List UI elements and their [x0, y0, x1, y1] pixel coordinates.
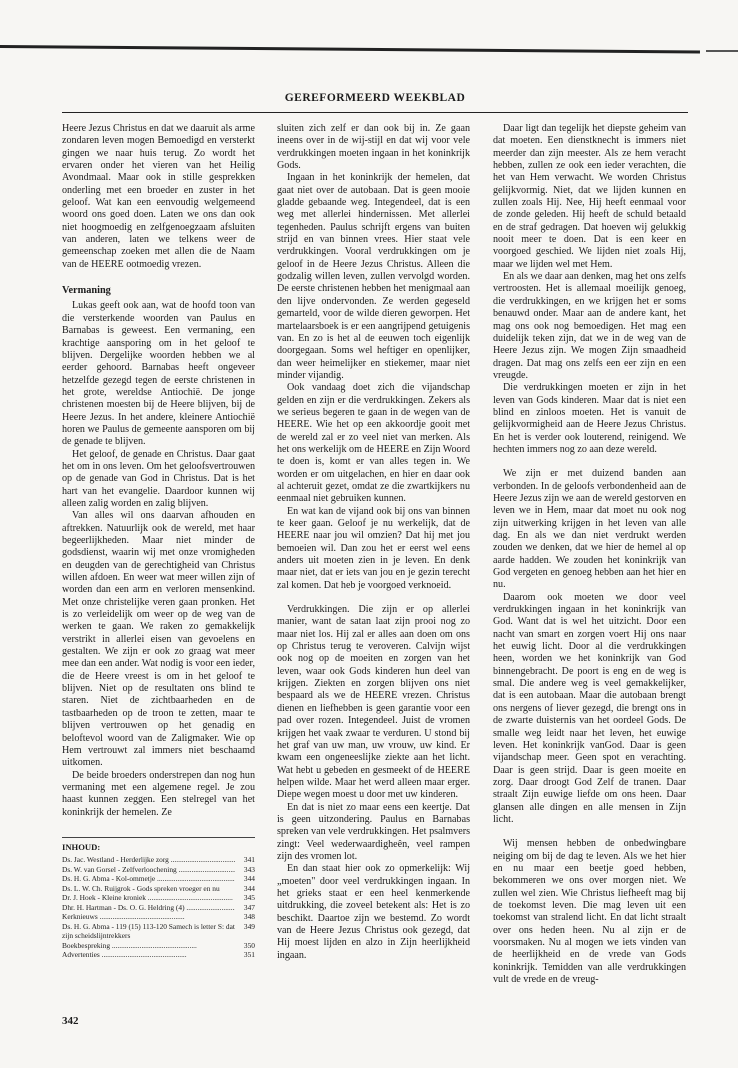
paragraph: Het geloof, de genade en Christus. Daar gaat het om in ons leven. Om het geloofsvertrouwen op de genade van God in Christus. Dat is het hart van het evangelie. Daardoor kunnen wij alleen zalig worden en zalig blijven.: [62, 448, 255, 509]
paragraph: Daarom ook moeten we door veel verdrukkingen ingaan in het koninkrijk van God. Want dat is wel het uitzicht. Door een nacht van smart en zorgen voert Hij ons naar het euwig licht. Door al die verdrukkingen heen, worden we het koninkrijk van God binnengebracht. De poort is eng en de weg is smal. Die andere weg is veel gemakkelijker, dat is een autobaan. Maar die autobaan brengt ons nergens of liever gezegd, die brengt ons in de zwarte duisternis van het oordeel Gods. De smalle weg leidt naar het leven, het euwige leven. Het koninkrijk vanGod. Daar is geen vijandschap meer. Geen spot en verachting. Daar is geen strijd. Daar is geen moeite en zorg. Daar droogt God Zelf de tranen. Daar straalt Zijn euwige liefde om ons heen. Daar glansen alle dingen en alle mensen in Zijn licht.: [493, 591, 686, 825]
toc-title: INHOUD:: [62, 842, 101, 852]
toc-entry[interactable]: Boekbespreking ..... 350: [62, 941, 255, 951]
toc-entry[interactable]: Ds. Jac. Westland - Herderlijke zorg ..... 341: [62, 855, 255, 865]
paragraph: Van alles wil ons daarvan afhouden en aftrekken. Natuurlijk ook de wereld, met haar begeerlijkheden. Maar niet minder de godsdienst, waarin wij met onze vromigheden en deugden van de gerechtigheid van Christus willen afdoen. En weer wat meer willen zijn of worden dan een arm en verloren mensenkind. Met onze christelijke veren gaan pronken. Het is zo verleidelijk om weer op de weg van de werken te gaan. We raken zo gemakkelijk verstrikt in allerlei eisen van gevoelens en gestalten. We zijn er ook zo graag wat meer mee dan een ander. Wat nodig is voor een ieder, die de Heere vreest is om in het geloof te blijven. Niet op de resultaten ons blind te staren. Niet de zichtbaarheden en de tastbaarheden op de troon te zetten, maar te blijven vertrouwen op het genadig en beloftevol woord van de Zaligmaker. Wie op Hem vertrouwt zal immers niet beschaamd uitkomen.: [62, 510, 255, 769]
paragraph: Wij mensen hebben de onbedwingbare neiging om bij de dag te leven. Als we het hier en nu maar een beetje goed hebben, bekommeren we ons over morgen niet. We zullen wel zien. Wie Christus liefheeft mag bij de toekomst leven. Die mag leven uit een toekomst van stralend licht. En dat licht straalt over ons heden heen. Nu al zijn er de voorsmaken. Nu al mogen we iets vinden van de heerlijkheid en de vrede van Gods koninkrijk. Temidden van alle verdrukkingen vult de vrede en de vreug-: [493, 838, 686, 986]
toc-entry[interactable]: Kerknieuws ..... 348: [62, 912, 255, 922]
toc-entry[interactable]: Advertenties ..... 351: [62, 950, 255, 960]
column-3: [493, 123, 686, 986]
top-rule-fragment: [706, 50, 738, 52]
column-1: [62, 123, 255, 819]
toc-entry[interactable]: Ds. W. van Gorsel - Zelfverloochening ..... 343: [62, 865, 255, 875]
paragraph: Die verdrukkingen moeten er zijn in het leven van Gods kinderen. Maar dat is niet een blind en zinloos moeten. Het is vanuit de gelijkvormigheid aan de Heere Jezus Christus. En het is verder ook louterend, reinigend. We hechten immers nog zo aan deze wereld.: [493, 382, 686, 455]
paragraph: Heere Jezus Christus en dat we daaruit als arme zondaren leven mogen Bemoedigd en versterkt gingen we naar huis terug. Zo wordt het ervaren onder het vieren van het Heilig Avondmaal. Maar ook in stille gesprekken onderling met een broeder en zuster in het geloof. Wat kan een eenvoudig welgemeend woord ons goed doen. Laten we ons dan ook niet hoogmoedig en zelfgenoegzaam afsluiten van anderen, laten we telkens weer de gemeenschap zoeken met allen die de Naam van de HEERE ootmoedig vrezen.: [62, 123, 255, 270]
paragraph: Daar ligt dan tegelijk het diepste geheim van dat moeten. Een dienstknecht is immers niet meerder dan zijn meester. Als ze hem veracht hebben, zullen ze ook een ieder verachten, die het van Hem verwacht. We worden Christus gelijkvormig. Niet, dat we lijden kunnen en zullen zoals Hij. Nee, Hij heeft eenmaal voor de zonde geleden. Hij heeft de schuld betaald en de straf gedragen. Dat hoeven wij gelukkig nooit meer te doen. Dat is een keer en voorgoed geschied. We lijden niet zoals Hij, maar we lijden wel met Hem.: [493, 123, 686, 270]
paragraph: En wat kan de vijand ook bij ons van binnen te keer gaan. Geloof je nu werkelijk, dat de HEERE naar jou wil omzien? Dat hij met jou bemoeien wil. Dan zou het er eerst wel eens anders uit moeten zien in je leven. En denk maar niet, dat er iets van jou en je gezin terecht zal komen. Dat heb je voorgoed verknoeid.: [277, 505, 470, 591]
toc-entry[interactable]: Ds. L. W. Ch. Ruijgrok - Gods spreken vroeger en nu 344: [62, 883, 255, 893]
paragraph: We zijn er met duizend banden aan verbonden. In de geloofs verbondenheid aan de Heere Jezus zijn we aan de wereld gestorven en leven we in Hem, maar dat moet nu ook nog zijn uitwerking krijgen in het leven van alle dag. En als we dan niet verdrukt werden zouden we denken, dat we hier de hemel al op aarde hadden. We zouden het koninkrijk van God vergeten en genoeg hebben aan het hier en nu.: [493, 468, 686, 591]
paragraph: Lukas geeft ook aan, wat de hoofd toon van die versterkende woorden van Paulus en Barnabas is geweest. Een vermaning, een krachtige aansporing om in het geloof te blijven. Dergelijke woorden hebben we al eerder gehoord. Barnabas heeft ongeveer hetzelfde gezegd tegen de eerste christenen in het grote, wereldse Antiochië. De jonge christenen moesten bij de Heere blijven, bij de Heere Jezus. In het andere, kleinere Antiochië horen we Paulus de gemeente aansporen om bij de genade te blijven.: [62, 300, 255, 448]
page-number: 342: [62, 1015, 79, 1027]
toc-entry[interactable]: Ds. H. G. Abma - Kol-ommetje ..... 344: [62, 874, 255, 884]
top-rule: [0, 45, 700, 53]
paragraph: En dan staat hier ook zo opmerkelijk: Wij „moeten" door veel verdrukkingen ingaan. In het grieks staat er een heel kenmerkende uitdrukking, die zoveel betekent als: Het is zo beschikt. Daartoe zijn we bestemd. Zo wordt van de Heere Jezus Christus ook gezegd, dat Hij moest lijden en alzo in Zijn heerlijkheid ingaan.: [277, 863, 470, 961]
paragraph: Verdrukkingen. Die zijn er op allerlei manier, want de satan laat zijn prooi nog zo maar niet los. Hij zal er alles aan doen om ons op Christus terug te veroveren. Calvijn wijst ook nog op de moeiten en zorgen van het leven, waar ook Gods kinderen hun deel van krijgen. Ziekten en zorgen blijven ons niet bespaard als we de HEERE vrezen. Christus dienen en liefhebben is geen garantie voor een pad over rozen. Integendeel. Juist de vromen krijgen het vaak zwaar te verduren. U stond bij het graf van uw man, uw vrouw, uw kind. Er kwam een ongeneeslijke ziekte aan het licht. Wat hebt u gebeden en gesmeekt of de HEERE helpen wilde. Maar het werd alleen maar erger. Diepe wegen moest u door met uw kinderen.: [277, 604, 470, 801]
publication-title: GEREFORMEERD WEEKBLAD: [284, 92, 466, 104]
paragraph: De beide broeders onderstrepen dan nog hun vermaning met een algemene regel. Je zou haast kunnen zeggen. Een stelregel van het koninkrijk der hemelen. Ze: [62, 769, 255, 818]
paragraph: sluiten zich zelf er dan ook bij in. Ze gaan ineens over in de wij-stijl en dat wij voor vele verdrukkingen moeten ingaan in het koninkrijk Gods.: [277, 123, 470, 172]
section-heading: Vermaning: [62, 285, 111, 297]
paragraph: En als we daar aan denken, mag het ons zelfs vertroosten. Het is allemaal moeilijk genoeg, die verdrukkingen, en we krijgen het er soms benauwd onder. Maar aan de andere kant, het mag ons ook nog bemoedigen. Het mag een duidelijk teken zijn, dat we in de weg van de Heere Jezus zijn. We mogen Zijn smaadheid dragen. Dat mag ons zelfs een eer zijn en een vreugde.: [493, 271, 686, 381]
table-of-contents: [62, 837, 255, 960]
toc-entry[interactable]: Dr. J. Hoek - Kleine kroniek ..... 345: [62, 893, 255, 903]
column-2: [277, 123, 470, 962]
paragraph: En dat is niet zo maar eens een keertje. Dat is geen uitzondering. Paulus en Barnabas spreken van vele verdrukkingen. Het psalmvers zingt: Veel wederwaardigheên, veel rampen zijn des vromen lot.: [277, 801, 470, 862]
toc-entry[interactable]: Ds. H. G. Abma - 119 (15) 113-120 Samech is letter S: dat zijn scheidslijntrekkers 349: [62, 921, 255, 940]
paragraph: Ook vandaag doet zich die vijandschap gelden en zijn er die verdrukkingen. Zekers als we serieus begeren te gaan in de wegen van de HEERE. Wie het op een akkoordje gooit met de wereld zal er zo veel niet van merken. Als het ons werkelijk om de HEERE en Zijn Woord te doen is, komt er van alles tegen in. We worden er om uitgelachen, en hier en daar ook al achteruit gezet, omdat ze die zwartkijkers nu eenmaal niet gebruiken kunnen.: [277, 382, 470, 505]
paragraph: Ingaan in het koninkrijk der hemelen, dat gaat niet over de autobaan. Dat is geen mooie gladde gebaande weg. Integendeel, dat is een weg met allerlei hindernissen. Met allerlei tegenheden. Paulus schrijft ergens van buiten strijd en van binnen vrees. Hier staat vele verdrukkingen. Vooral verdrukkingen om je geloof in de Heere Jezus Christus. Alleen die godzalig willen leven, zullen vervolgd worden. De eerste christenen hebben het menigmaal aan den lijve ondervonden. Ze werden gegeseld gemarteld, voor de wilde dieren geworpen. Het martelaarsboek is er een aangrijpend getuigenis van. En zo is het al de eeuwen toch eigenlijk doorgegaan. Soms wel heftiger en openlijker, dan weer heimelijker en stiekemer, maar niet minder vijandig.: [277, 172, 470, 381]
toc-entry[interactable]: Dhr. H. Hartman - Ds. O. G. Heldring (4) ..... 347: [62, 903, 255, 913]
page-header: [62, 88, 688, 113]
